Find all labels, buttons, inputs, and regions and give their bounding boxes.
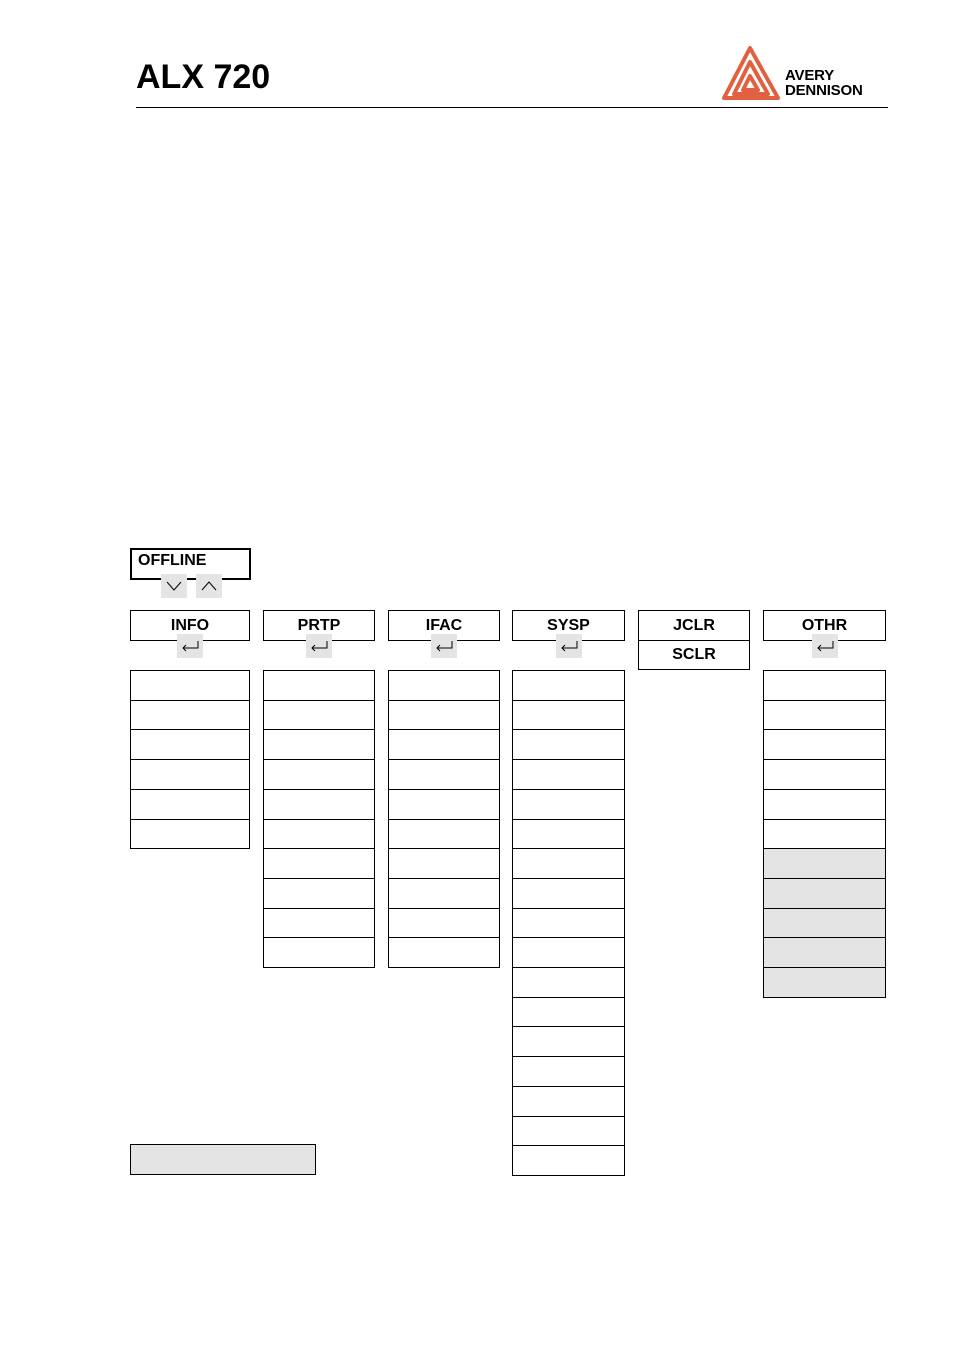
menu-row-sysp [512,937,625,968]
enter-return-icon [815,640,835,652]
menu-header-othr: OTHR [763,610,886,641]
menu-row-ifac [388,848,500,879]
menu-row-prtp [263,729,375,760]
enter-key-info [177,634,203,658]
menu-row-sysp [512,848,625,879]
menu-header-info: INFO [130,610,250,641]
menu-row-ifac [388,759,500,790]
enter-return-icon [180,640,200,652]
menu-header-prtp: PRTP [263,610,375,641]
menu-row-ifac [388,937,500,968]
menu-row-prtp [263,700,375,730]
menu-row-sysp [512,1116,625,1146]
enter-return-icon [559,640,579,652]
up-key [196,574,222,598]
offline-state-box: OFFLINE [130,548,251,580]
down-key [161,574,187,598]
menu-header-jclr: JCLR [638,610,750,641]
menu-row-ifac [388,819,500,849]
menu-header-sclr: SCLR [638,640,750,670]
menu-row-prtp [263,878,375,909]
menu-row-ifac [388,878,500,909]
menu-row-prtp [263,848,375,879]
menu-row-ifac [388,908,500,938]
menu-row-info [130,759,250,790]
menu-row-sysp [512,759,625,790]
menu-row-prtp [263,819,375,849]
menu-row-sysp [512,789,625,820]
page-title: ALX 720 [136,58,271,96]
menu-row-othr [763,789,886,820]
enter-key-sysp [556,634,582,658]
menu-row-sysp [512,908,625,938]
logo-line-1: AVERY [785,67,835,84]
menu-row-prtp [263,937,375,968]
chevron-down-icon [166,580,182,592]
menu-row-ifac [388,700,500,730]
enter-key-prtp [306,634,332,658]
menu-row-othr [763,729,886,760]
menu-row-sysp [512,729,625,760]
menu-row-ifac [388,729,500,760]
chevron-up-icon [201,580,217,592]
menu-row-sysp [512,878,625,909]
menu-row-othr [763,878,886,909]
menu-row-sysp [512,1026,625,1057]
menu-row-ifac [388,670,500,701]
menu-row-sysp [512,1086,625,1117]
enter-key-ifac [431,634,457,658]
logo-wordmark [785,68,863,98]
menu-header-ifac: IFAC [388,610,500,641]
menu-row-sysp [512,967,625,998]
menu-row-sysp [512,670,625,701]
menu-row-othr [763,700,886,730]
menu-row-othr [763,759,886,790]
menu-row-othr [763,937,886,968]
menu-row-othr [763,967,886,998]
menu-row-prtp [263,670,375,701]
enter-key-othr [812,634,838,658]
enter-return-icon [434,640,454,652]
header-rule [136,107,888,108]
menu-row-info [130,670,250,701]
menu-row-ifac [388,789,500,820]
menu-row-sysp [512,819,625,849]
menu-row-othr [763,848,886,879]
menu-row-info [130,729,250,760]
enter-return-icon [309,640,329,652]
menu-row-sysp [512,700,625,730]
menu-row-othr [763,819,886,849]
menu-row-sysp [512,997,625,1027]
legend-grey-bar [130,1144,316,1175]
menu-row-prtp [263,789,375,820]
menu-row-sysp [512,1145,625,1176]
menu-row-info [130,700,250,730]
menu-row-prtp [263,759,375,790]
menu-row-othr [763,908,886,938]
menu-row-othr [763,670,886,701]
logo-line-2: DENNISON [785,82,863,99]
menu-row-prtp [263,908,375,938]
menu-row-info [130,789,250,820]
menu-row-sysp [512,1056,625,1087]
menu-header-sysp: SYSP [512,610,625,641]
menu-row-info [130,819,250,849]
